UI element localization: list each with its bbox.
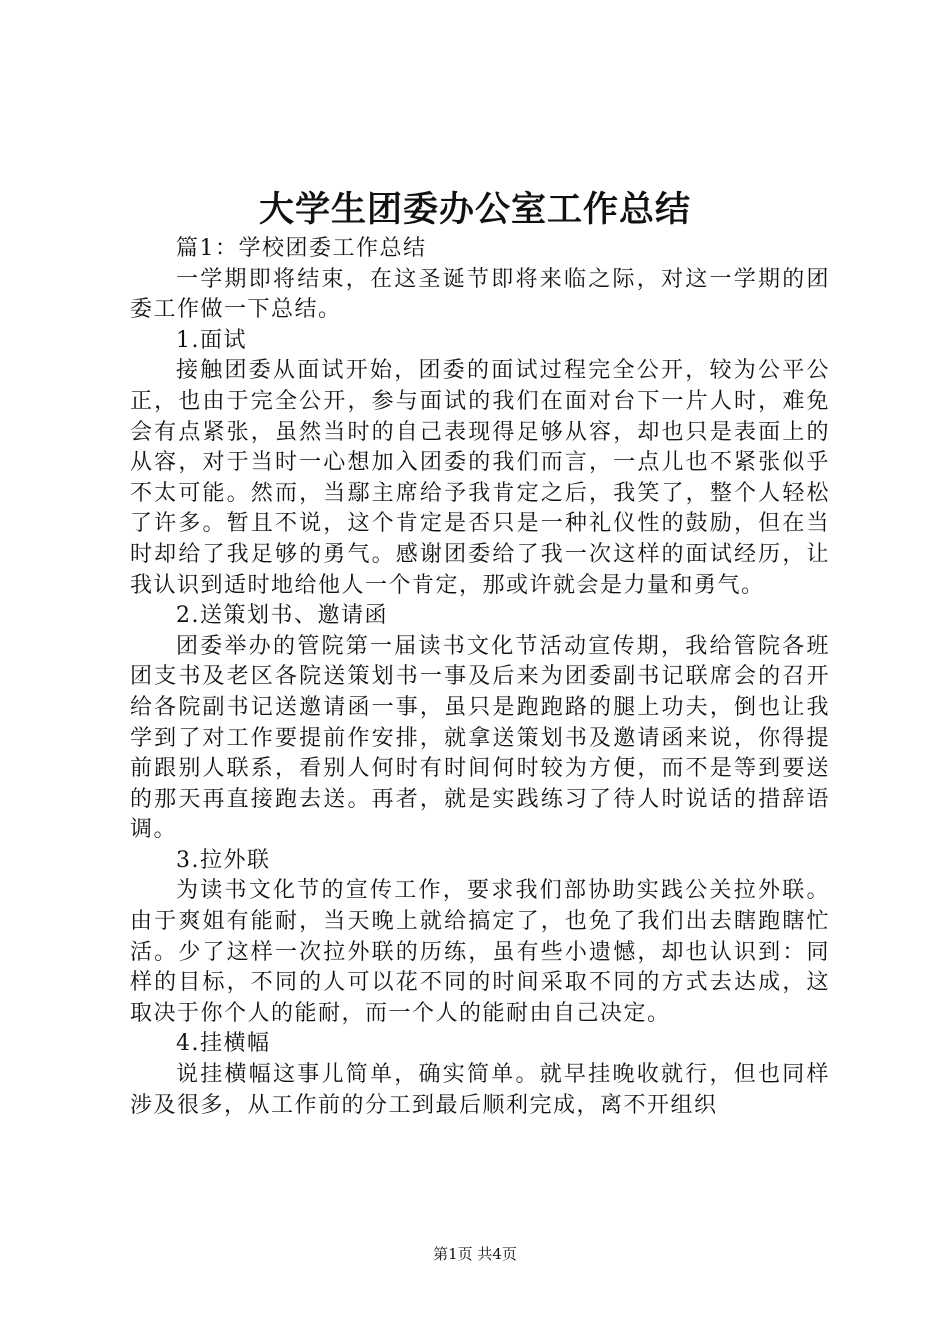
paragraph: 接触团委从面试开始，团委的面试过程完全公开，较为公平公正，也由于完全公开，参与面试的我们在面对台下一片人时，难免会有点紧张，虽然当时的自己表现得足够从容，却也只是表面上的从容，对于当时一心想加入团委的我们而言，一点儿也不紧张似乎不太可能。然而，当鄢主席给予我肯定之后，我笑了，整个人轻松了许多。暂且不说，这个肯定是否只是一种礼仪性的鼓励，但在当时却给了我足够的勇气。感谢团委给了我一次这样的面试经历，让我认识到适时地给他人一个肯定，那或许就会是力量和勇气。 — [130, 358, 830, 598]
subsection-heading: 3.拉外联 — [176, 847, 271, 873]
subsection-heading: 1.面试 — [176, 327, 247, 353]
paragraph: 说挂横幅这事儿简单，确实简单。就早挂晚收就行，但也同样涉及很多，从工作前的分工到最后顺利完成，离不开组织 — [130, 1062, 830, 1118]
subsection-heading: 2.送策划书、邀请函 — [176, 603, 388, 629]
paragraph: 团委举办的管院第一届读书文化节活动宣传期，我给管院各班团支书及老区各院送策划书一事及后来为团委副书记联席会的召开给各院副书记送邀请函一事，虽只是跑跑路的腿上功夫，倒也让我学到了对工作要提前作安排，就拿送策划书及邀请函来说，你得提前跟别人联系，看别人何时有时间何时较为方便，而不是等到要送的那天再直接跑去送。再者，就是实践练习了待人时说话的措辞语调。 — [130, 633, 830, 843]
section-heading: 篇1：学校团委工作总结 — [176, 236, 427, 261]
document-body — [130, 234, 830, 1121]
paragraph: 为读书文化节的宣传工作，要求我们部协助实践公关拉外联。由于爽姐有能耐，当天晚上就给搞定了，也免了我们出去瞎跑瞎忙活。少了这样一次拉外联的历练，虽有些小遗憾，却也认识到：同样的目标，不同的人可以花不同的时间采取不同的方式去达成，这取决于你个人的能耐，而一个人的能耐由自己决定。 — [130, 878, 830, 1026]
subsection-heading: 4.挂横幅 — [176, 1031, 271, 1057]
paragraph: 一学期即将结束，在这圣诞节即将来临之际，对这一学期的团委工作做一下总结。 — [130, 266, 830, 323]
page-footer: 第1页 共4页 — [433, 1245, 517, 1263]
document-title: 大学生团委办公室工作总结 — [258, 189, 691, 230]
